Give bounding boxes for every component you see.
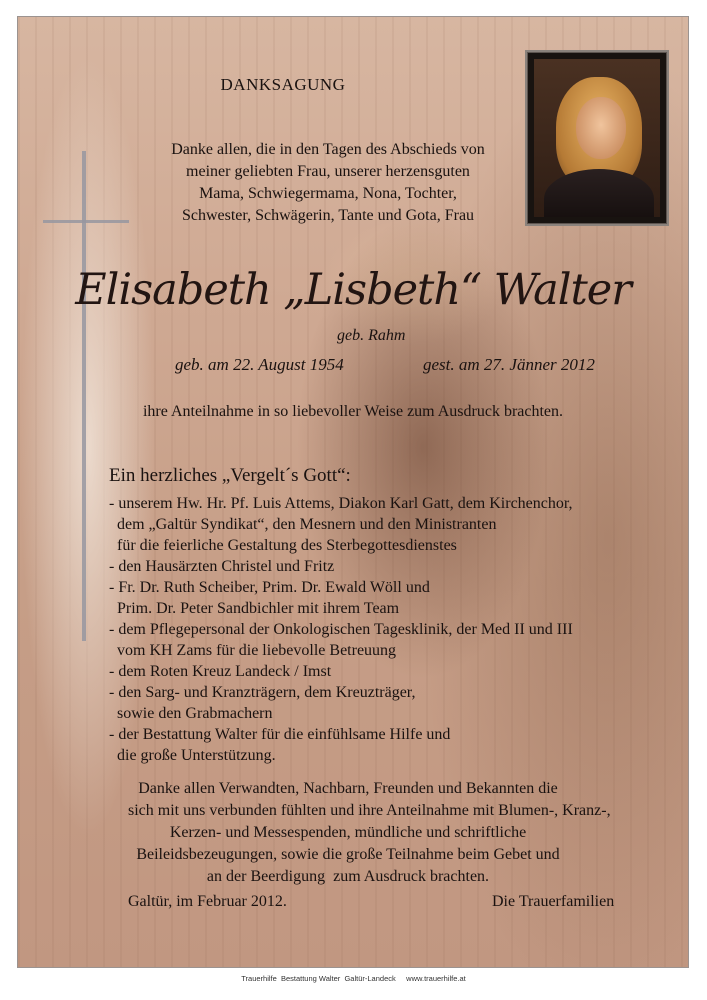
list-item: - den Sarg- und Kranzträgern, dem Kreuzträger, xyxy=(109,684,416,701)
closing-line: Kerzen- und Messespenden, mündliche und schriftliche xyxy=(169,824,527,841)
intro-line: Mama, Schwiegermama, Nona, Tochter, xyxy=(199,185,457,202)
list-item: - unserem Hw. Hr. Pf. Luis Attems, Diakon Karl Gatt, dem Kirchenchor, xyxy=(109,495,573,512)
closing-line: Danke allen Verwandten, Nachbarn, Freunden und Bekannten die xyxy=(138,780,558,797)
closing-text xyxy=(128,778,611,888)
list-item: dem „Galtür Syndikat“, den Mesnern und den Ministranten xyxy=(109,516,497,533)
deceased-name: Elisabeth „Lisbeth“ Walter xyxy=(75,265,631,315)
signature: Die Trauerfamilien xyxy=(492,893,615,910)
footer-credit: Trauerhilfe Bestattung Walter Galtür-Landeck www.trauerhilfe.at xyxy=(241,973,466,983)
vergelt-heading: Ein herzliches „Vergelt´s Gott“: xyxy=(109,465,351,486)
list-item: - der Bestattung Walter für die einfühlsame Hilfe und xyxy=(109,726,451,743)
intro-line: Schwester, Schwägerin, Tante und Gota, Frau xyxy=(181,207,475,224)
sympathy-line: ihre Anteilnahme in so liebevoller Weise zum Ausdruck brachten. xyxy=(142,403,564,420)
list-item: - dem Roten Kreuz Landeck / Imst xyxy=(109,663,332,680)
cross-icon-horizontal xyxy=(43,220,129,223)
list-item: für die feierliche Gestaltung des Sterbegottesdienstes xyxy=(109,537,457,554)
obituary-card xyxy=(17,16,689,968)
closing-line: sich mit uns verbunden fühlten und ihre Anteilnahme mit Blumen-, Kranz-, xyxy=(128,802,611,819)
list-item: - dem Pflegepersonal der Onkologischen Tagesklinik, der Med II und III xyxy=(109,621,573,638)
list-item: - den Hausärzten Christel und Fritz xyxy=(109,558,335,575)
list-item: die große Unterstützung. xyxy=(109,747,276,764)
list-item: Prim. Dr. Peter Sandbichler mit ihrem Team xyxy=(109,600,400,617)
closing-line: an der Beerdigung zum Ausdruck brachten. xyxy=(206,868,490,885)
portrait-image xyxy=(534,59,660,217)
portrait-body xyxy=(544,169,654,217)
thanks-list xyxy=(109,493,573,766)
intro-text xyxy=(138,139,518,227)
intro-line: meiner geliebten Frau, unserer herzensguten xyxy=(186,163,470,180)
portrait-face xyxy=(576,97,626,159)
list-item: - Fr. Dr. Ruth Scheiber, Prim. Dr. Ewald Wöll und xyxy=(109,579,430,596)
death-date: gest. am 27. Jänner 2012 xyxy=(423,355,595,374)
maiden-name: geb. Rahm xyxy=(337,327,406,344)
list-item: sowie den Grabmachern xyxy=(109,705,273,722)
birth-date: geb. am 22. August 1954 xyxy=(175,355,344,374)
portrait-photo xyxy=(527,52,667,224)
intro-line: Danke allen, die in den Tagen des Abschieds von xyxy=(171,141,485,158)
place-date: Galtür, im Februar 2012. xyxy=(128,893,287,910)
list-item: vom KH Zams für die liebevolle Betreuung xyxy=(109,642,397,659)
closing-line: Beileidsbezeugungen, sowie die große Teilnahme beim Gebet und xyxy=(136,846,560,863)
heading: DANKSAGUNG xyxy=(220,75,346,94)
cross-icon-vertical xyxy=(82,151,86,641)
